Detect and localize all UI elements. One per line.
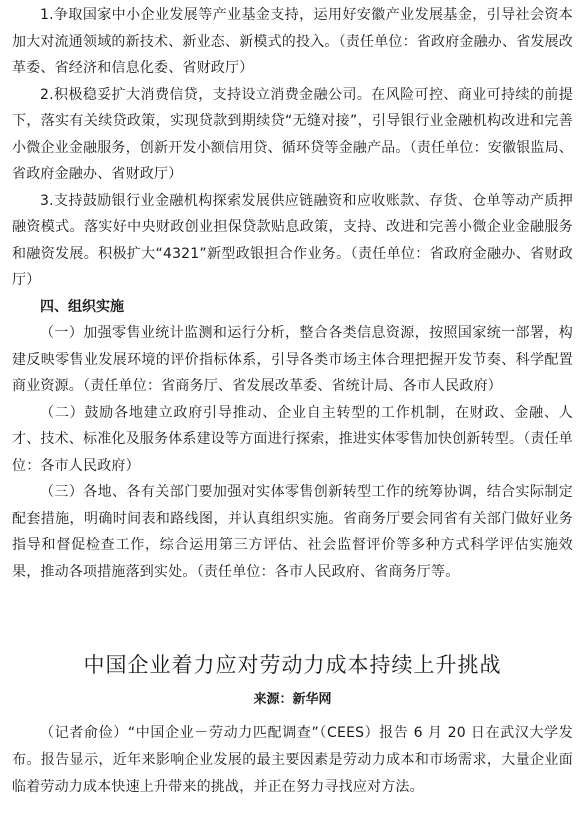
list-item	[0, 400, 585, 480]
section-heading: 四、组织实施	[40, 298, 124, 315]
measure-number: （三）	[40, 484, 84, 500]
item-text: 争取国家中小企业发展等产业基金支持，运用好安徽产业发展基金，引导社会资本加大对流通领域的新技术、新业态、新模式的投入。（责任单位：省政府金融办、省发展改革委、省经济和信息化委、省财政厅）	[12, 7, 573, 76]
article-body	[0, 720, 585, 801]
item-number: 2.	[40, 86, 54, 103]
measure-text: 加强零售业统计监测和运行分析，整合各类信息资源，按照国家统一部署，构建反映零售业发展环境的评价指标体系，引导各类市场主体合理把握开发节奏、科学配置商业资源。（责任单位：省商务厅、省发展改革委、省统计局、各市人民政府）	[12, 325, 573, 394]
item-number: 3.	[40, 192, 54, 209]
article-source: 来源：新华网	[253, 692, 332, 707]
measure-text: 各地、各有关部门要加强对实体零售创新转型工作的统筹协调，结合实际制定配套措施，明确时间表和路线图，并认真组织实施。省商务厅要会同省有关部门做好业务指导和督促检查工作，综合运用第三方评估、社会监督评价等多种方式科学评估实施效果，推动各项措施落到实处。（责任单位：各市人民政府、省商务厅等。	[12, 484, 573, 580]
list-item	[0, 320, 585, 400]
item-text: 支持鼓励银行业金融机构探索发展供应链融资和应收账款、存货、仓单等动产质押融资模式。落实好中央财政创业担保贷款贴息政策，支持、改进和完善小微企业金融服务和融资发展。积极扩大“4321”新型政银担合作业务。（责任单位：省政府金融办、省财政厅）	[12, 192, 573, 288]
measure-text: 鼓励各地建立政府引导推动、企业自主转型的工作机制，在财政、金融、人才、技术、标准化及服务体系建设等方面进行探索，推进实体零售加快创新转型。（责任单位：各市人民政府）	[12, 404, 573, 474]
item-text: 积极稳妥扩大消费信贷，支持设立消费金融公司。在风险可控、商业可持续的前提下，落实有关续贷政策，实现贷款到期续贷“无缝对接”，引导银行业金融机构改进和完善小微企业金融服务，创新开发小额信用贷、循环贷等金融产品。（责任单位：安徽银监局、省政府金融办、省财政厅）	[12, 86, 573, 182]
measure-number: （二）	[40, 404, 85, 421]
article-paragraph: （记者俞俭）“中国企业－劳动力匹配调查”（CEES）报告 6 月 20 日在武汉大学发布。报告显示，近年来影响企业发展的最主要因素是劳动力成本和市场需求，大量企业面临着劳动力成本快速上升带来的挑战，并正在努力寻找应对方法。	[12, 725, 573, 795]
list-item	[0, 188, 585, 294]
list-item	[0, 2, 585, 82]
item-number: 1.	[40, 7, 54, 23]
list-item	[0, 82, 585, 188]
article-title: 中国企业着力应对劳动力成本持续上升挑战	[83, 653, 502, 677]
measure-number: （一）	[40, 325, 84, 341]
financial-support-items	[0, 2, 585, 585]
list-item	[0, 479, 585, 585]
